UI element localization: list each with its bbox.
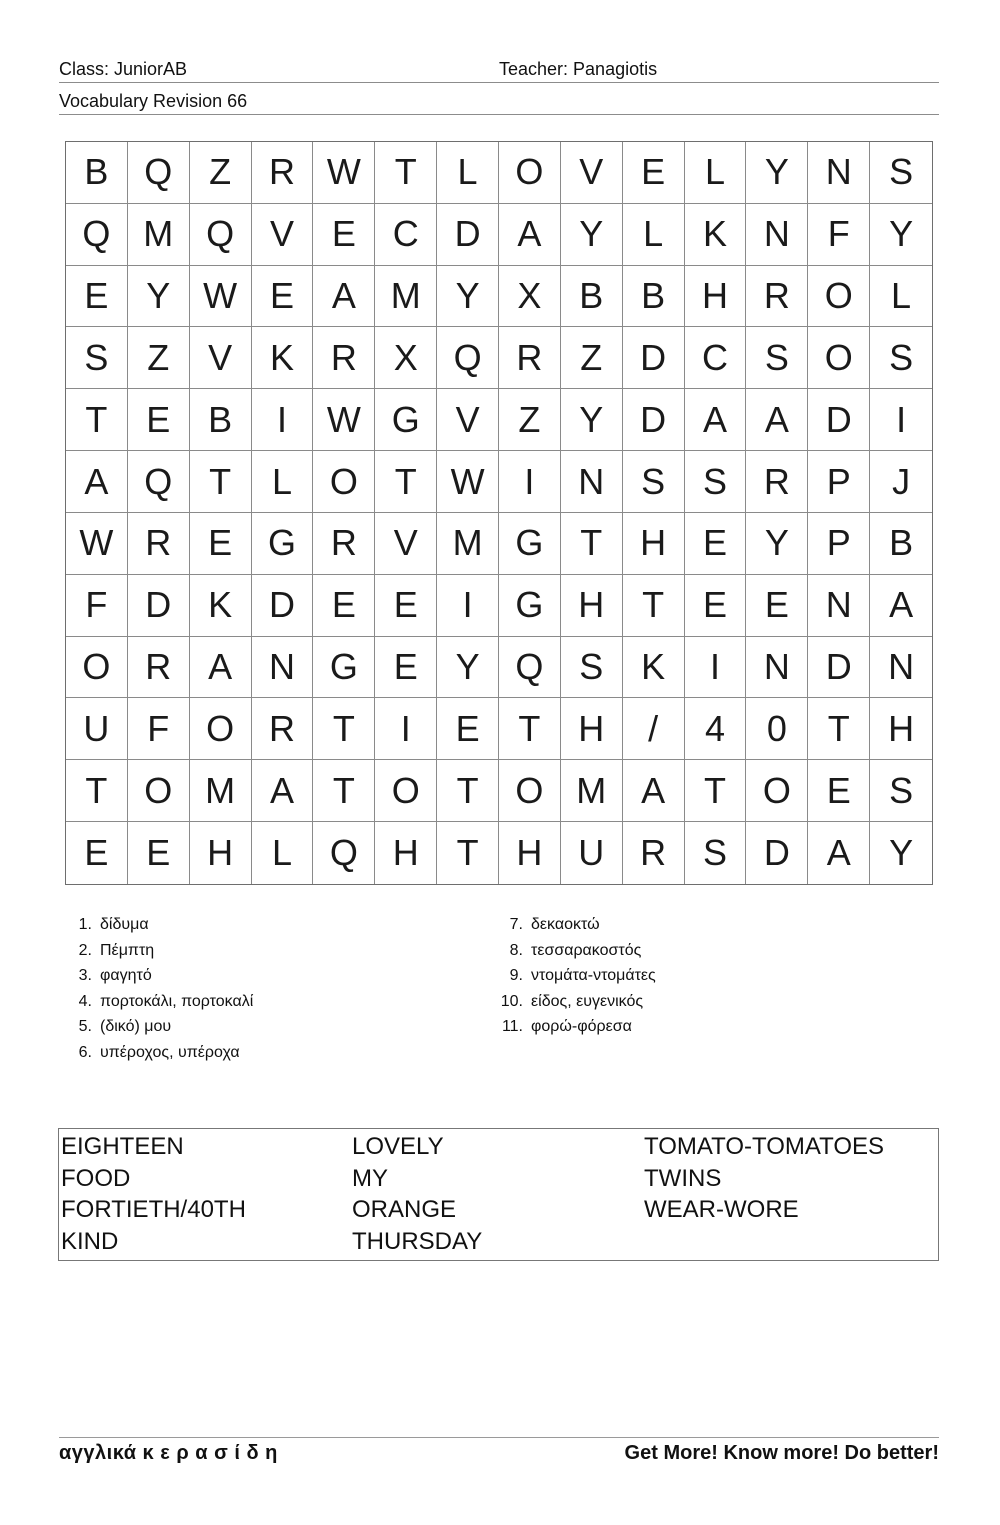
grid-cell: B <box>561 266 623 328</box>
grid-cell: T <box>623 575 685 637</box>
grid-cell: B <box>190 389 252 451</box>
grid-cell: L <box>870 266 932 328</box>
grid-cell: A <box>66 451 128 513</box>
grid-cell: Y <box>437 266 499 328</box>
grid-cell: T <box>313 760 375 822</box>
grid-cell: Y <box>746 513 808 575</box>
grid-cell: R <box>252 142 314 204</box>
grid-cell: Z <box>499 389 561 451</box>
grid-cell: Q <box>128 451 190 513</box>
grid-cell: Y <box>870 204 932 266</box>
grid-cell: T <box>561 513 623 575</box>
clue-number: 10. <box>500 992 523 1010</box>
grid-cell: S <box>685 451 747 513</box>
grid-cell: G <box>313 637 375 699</box>
grid-cell: L <box>623 204 685 266</box>
grid-cell: M <box>190 760 252 822</box>
word-bank-item: ORANGE <box>352 1196 457 1224</box>
grid-cell: A <box>746 389 808 451</box>
grid-cell: D <box>252 575 314 637</box>
grid-cell: A <box>252 760 314 822</box>
grid-cell: R <box>252 698 314 760</box>
grid-cell: V <box>190 327 252 389</box>
grid-cell: L <box>252 822 314 884</box>
grid-cell: I <box>499 451 561 513</box>
grid-cell: T <box>685 760 747 822</box>
grid-cell: E <box>437 698 499 760</box>
grid-cell: T <box>66 760 128 822</box>
grid-cell: K <box>623 637 685 699</box>
clue-text: πορτοκάλι, πορτοκαλί <box>100 992 254 1010</box>
grid-cell: T <box>808 698 870 760</box>
clue-number: 4. <box>78 992 92 1010</box>
word-bank-item: TWINS <box>644 1164 722 1192</box>
clue-text: υπέροχος, υπέροχα <box>100 1043 240 1061</box>
clue-text: φαγητό <box>100 967 152 984</box>
grid-cell: F <box>66 575 128 637</box>
clue-text: είδος, ευγενικός <box>531 992 644 1010</box>
grid-cell: / <box>623 698 685 760</box>
grid-cell: I <box>252 389 314 451</box>
grid-cell: O <box>190 698 252 760</box>
grid-cell: M <box>375 266 437 328</box>
clue-list-right <box>493 912 656 1040</box>
grid-cell: H <box>190 822 252 884</box>
clue-text: φορώ-φόρεσα <box>531 1018 632 1035</box>
grid-cell: E <box>128 389 190 451</box>
grid-cell: M <box>437 513 499 575</box>
grid-cell: Q <box>313 822 375 884</box>
grid-cell: R <box>746 451 808 513</box>
grid-cell: X <box>375 327 437 389</box>
grid-cell: F <box>128 698 190 760</box>
clue-number: 3. <box>78 967 92 984</box>
grid-cell: Y <box>561 204 623 266</box>
grid-cell: A <box>870 575 932 637</box>
grid-cell: E <box>375 575 437 637</box>
grid-cell: I <box>685 637 747 699</box>
grid-cell: B <box>870 513 932 575</box>
grid-cell: D <box>437 204 499 266</box>
grid-cell: A <box>313 266 375 328</box>
grid-cell: Z <box>190 142 252 204</box>
word-bank-item: KIND <box>61 1228 119 1256</box>
grid-cell: E <box>252 266 314 328</box>
grid-cell: N <box>808 575 870 637</box>
clue-item <box>62 1014 253 1040</box>
grid-cell: C <box>685 327 747 389</box>
grid-cell: E <box>190 513 252 575</box>
word-bank-item: TOMATO-TOMATOES <box>644 1133 885 1160</box>
grid-cell: W <box>190 266 252 328</box>
grid-cell: T <box>190 451 252 513</box>
grid-cell: D <box>623 389 685 451</box>
grid-cell: H <box>685 266 747 328</box>
grid-cell: V <box>252 204 314 266</box>
clue-item <box>493 963 656 989</box>
grid-cell: O <box>808 266 870 328</box>
page-title: Vocabulary Revision 66 <box>59 91 248 111</box>
grid-cell: R <box>313 327 375 389</box>
grid-cell: N <box>252 637 314 699</box>
grid-cell: L <box>252 451 314 513</box>
grid-cell: X <box>499 266 561 328</box>
grid-cell: Y <box>746 142 808 204</box>
grid-cell: E <box>313 575 375 637</box>
header-title-row <box>59 90 939 115</box>
grid-cell: S <box>685 822 747 884</box>
grid-cell: A <box>190 637 252 699</box>
grid-cell: Z <box>561 327 623 389</box>
grid-cell: T <box>437 822 499 884</box>
teacher-label: Teacher: Panagiotis <box>499 59 658 79</box>
clue-number: 11. <box>501 1018 523 1035</box>
grid-cell: E <box>128 822 190 884</box>
clue-text: Πέμπτη <box>100 941 155 959</box>
grid-cell: L <box>437 142 499 204</box>
word-bank-column-3 <box>644 1131 884 1226</box>
clue-number: 1. <box>78 916 92 933</box>
word-bank-item: THURSDAY <box>352 1228 483 1256</box>
grid-cell: P <box>808 451 870 513</box>
grid-cell: 0 <box>746 698 808 760</box>
grid-cell: K <box>685 204 747 266</box>
grid-cell: Q <box>66 204 128 266</box>
grid-cell: H <box>561 698 623 760</box>
grid-cell: T <box>437 760 499 822</box>
grid-cell: Q <box>499 637 561 699</box>
footer-divider <box>59 1437 939 1438</box>
grid-cell: I <box>437 575 499 637</box>
footer-brand: αγγλικά κ ε ρ α σ ί δ η <box>59 1442 278 1464</box>
grid-cell: O <box>128 760 190 822</box>
word-bank-item: MY <box>352 1164 388 1192</box>
class-label: Class: JuniorAB <box>59 59 188 79</box>
grid-cell: Y <box>128 266 190 328</box>
grid-cell: I <box>870 389 932 451</box>
word-search-grid <box>65 141 933 885</box>
grid-cell: G <box>499 513 561 575</box>
clue-item <box>62 912 253 938</box>
word-bank-item: LOVELY <box>352 1133 444 1160</box>
grid-cell: Y <box>561 389 623 451</box>
header-class-row <box>59 58 939 83</box>
grid-cell: J <box>870 451 932 513</box>
grid-cell: W <box>313 142 375 204</box>
word-bank-item: EIGHTEEN <box>61 1133 184 1160</box>
grid-cell: S <box>870 327 932 389</box>
word-bank-item: FOOD <box>61 1164 131 1192</box>
grid-cell: E <box>66 266 128 328</box>
grid-cell: W <box>313 389 375 451</box>
grid-cell: Q <box>437 327 499 389</box>
footer-slogan: Get More! Know more! Do better! <box>624 1442 939 1464</box>
grid-cell: B <box>66 142 128 204</box>
grid-cell: E <box>313 204 375 266</box>
grid-cell: 4 <box>685 698 747 760</box>
clue-list-left <box>62 912 253 1065</box>
grid-cell: H <box>375 822 437 884</box>
grid-cell: A <box>499 204 561 266</box>
grid-cell: K <box>252 327 314 389</box>
grid-cell: S <box>870 142 932 204</box>
grid-cell: Z <box>128 327 190 389</box>
grid-cell: T <box>375 451 437 513</box>
grid-cell: Q <box>190 204 252 266</box>
grid-cell: R <box>313 513 375 575</box>
grid-cell: O <box>499 760 561 822</box>
grid-cell: H <box>499 822 561 884</box>
grid-cell: A <box>685 389 747 451</box>
grid-cell: M <box>128 204 190 266</box>
clue-item <box>62 938 253 964</box>
grid-cell: O <box>499 142 561 204</box>
grid-cell: T <box>375 142 437 204</box>
grid-cell: N <box>746 204 808 266</box>
grid-cell: D <box>746 822 808 884</box>
grid-cell: H <box>870 698 932 760</box>
clue-item <box>493 1014 656 1040</box>
grid-cell: N <box>870 637 932 699</box>
grid-cell: V <box>437 389 499 451</box>
grid-cell: Y <box>889 832 914 874</box>
grid-cell: E <box>375 637 437 699</box>
grid-cell: K <box>190 575 252 637</box>
clue-text: δεκαοκτώ <box>531 916 600 933</box>
grid-cell: S <box>870 760 932 822</box>
grid-cell: F <box>808 204 870 266</box>
clue-text: δίδυμα <box>100 916 149 933</box>
grid-cell: S <box>561 637 623 699</box>
word-bank-column-2 <box>352 1131 482 1258</box>
grid-cell: N <box>808 142 870 204</box>
grid-cell: H <box>561 575 623 637</box>
grid-cell: S <box>66 327 128 389</box>
grid-cell: T <box>499 698 561 760</box>
grid-cell: U <box>561 822 623 884</box>
word-bank-item: WEAR-WORE <box>644 1196 799 1224</box>
grid-cell: H <box>623 513 685 575</box>
clue-item <box>62 1040 253 1066</box>
grid-cell: O <box>313 451 375 513</box>
grid-cell: C <box>375 204 437 266</box>
grid-cell: E <box>66 822 128 884</box>
clue-item <box>493 989 656 1015</box>
clue-item <box>62 989 253 1015</box>
grid-cell: E <box>623 142 685 204</box>
grid-cell: O <box>375 760 437 822</box>
clue-number: 6. <box>78 1043 92 1061</box>
grid-cell: P <box>808 513 870 575</box>
grid-cell: E <box>746 575 808 637</box>
grid-cell: V <box>561 142 623 204</box>
clue-number: 5. <box>78 1018 92 1035</box>
word-bank <box>58 1128 939 1261</box>
grid-cell: W <box>437 451 499 513</box>
grid-cell: Y <box>437 637 499 699</box>
word-bank-column-1 <box>61 1131 246 1258</box>
clue-item <box>493 938 656 964</box>
grid-cell: V <box>375 513 437 575</box>
clue-number: 9. <box>509 967 523 984</box>
grid-cell: D <box>808 637 870 699</box>
grid-cell: E <box>685 513 747 575</box>
grid-cell: D <box>808 389 870 451</box>
grid-cell: W <box>66 513 128 575</box>
grid-cell: R <box>128 637 190 699</box>
grid-cell: N <box>746 637 808 699</box>
grid-cell: T <box>66 389 128 451</box>
grid-cell: M <box>561 760 623 822</box>
grid-cell: U <box>66 698 128 760</box>
grid-cell: E <box>685 575 747 637</box>
grid-cell: R <box>128 513 190 575</box>
grid-cell: N <box>561 451 623 513</box>
grid-cell: D <box>623 327 685 389</box>
clue-number: 2. <box>78 941 92 959</box>
grid-cell: R <box>623 822 685 884</box>
grid-cell: D <box>128 575 190 637</box>
clue-item <box>493 912 656 938</box>
grid-cell: E <box>808 760 870 822</box>
grid-cell: Q <box>128 142 190 204</box>
grid-cell: T <box>313 698 375 760</box>
clue-item <box>62 963 253 989</box>
clue-number: 8. <box>509 941 523 959</box>
grid-cell: A <box>623 760 685 822</box>
word-bank-item: FORTIETH/40TH <box>61 1196 246 1224</box>
grid-cell: O <box>746 760 808 822</box>
grid-cell: B <box>623 266 685 328</box>
grid-cell: G <box>375 389 437 451</box>
grid-cell: A <box>808 822 870 884</box>
clue-text: (δικό) μου <box>100 1018 172 1035</box>
clue-text: ντομάτα-ντομάτες <box>531 967 656 984</box>
grid-cell: I <box>375 698 437 760</box>
grid-cell: G <box>252 513 314 575</box>
grid-cell: S <box>746 327 808 389</box>
grid-cell: O <box>66 637 128 699</box>
clue-text: τεσσαρακοστός <box>531 941 642 959</box>
grid-cell: L <box>685 142 747 204</box>
grid-cell: O <box>808 327 870 389</box>
grid-cell: G <box>499 575 561 637</box>
clue-number: 7. <box>509 916 523 933</box>
grid-cell: S <box>623 451 685 513</box>
grid-cell: R <box>499 327 561 389</box>
grid-cell: R <box>746 266 808 328</box>
